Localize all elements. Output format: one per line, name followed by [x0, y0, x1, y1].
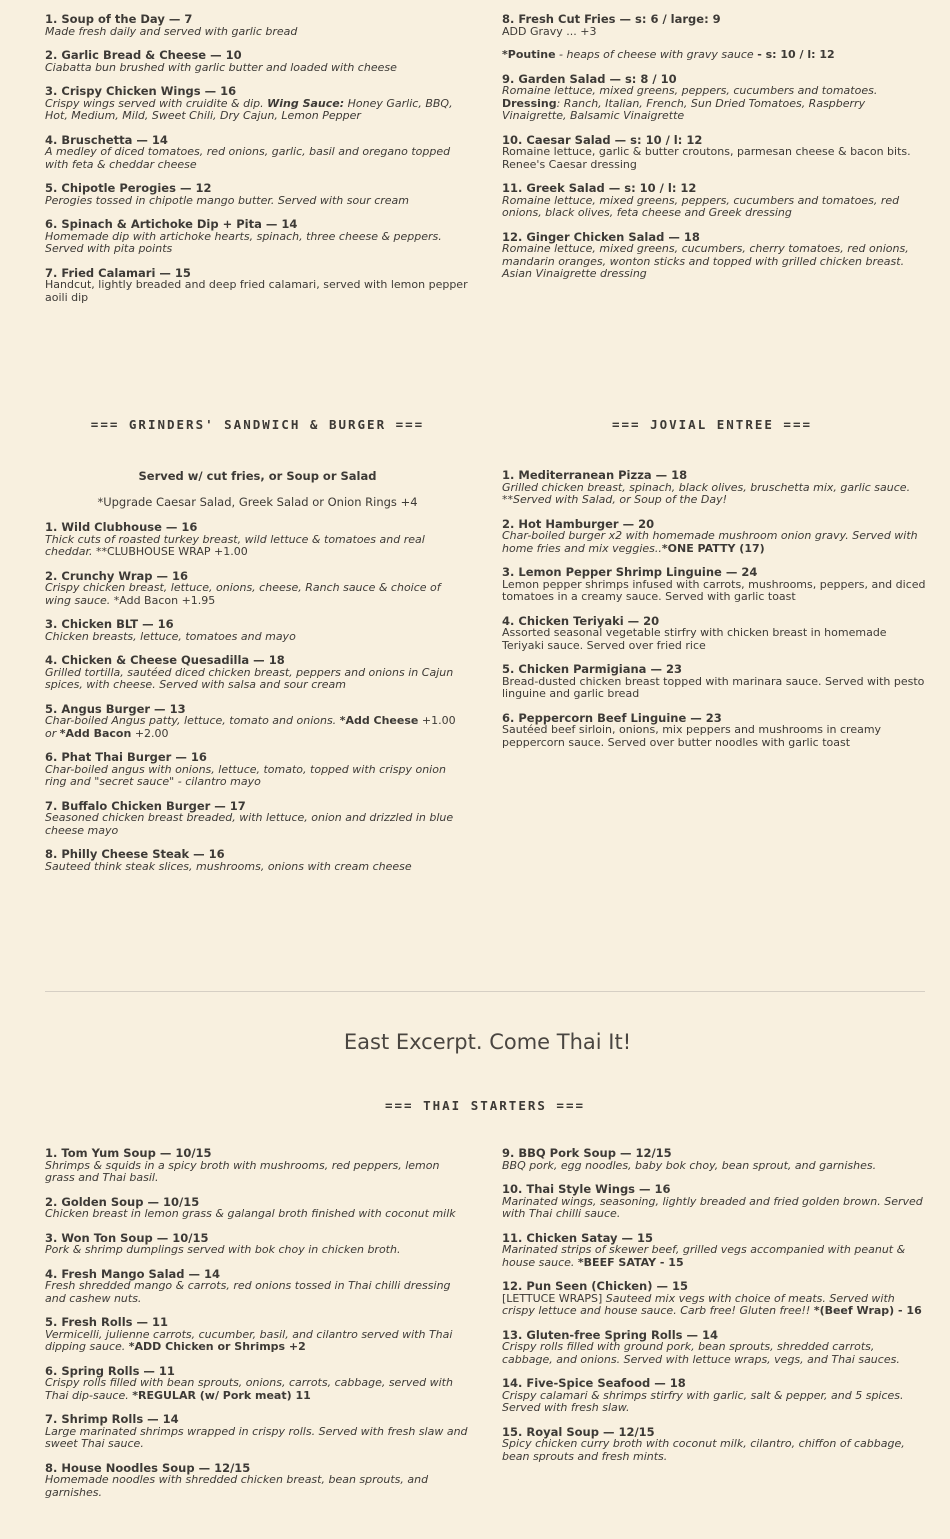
menu-item-description: Vermicelli, julienne carrots, cucumber, basil, and cilantro served with Thai dipping sauce. *ADD Chicken or Shrimps +2	[45, 1327, 453, 1353]
menu-item-description: Bread-dusted chicken breast topped with marinara sauce. Served with pesto linguine and garlic bread	[502, 674, 925, 700]
menu-item-title: 15. Royal Soup — 12/15	[502, 1424, 655, 1439]
menu-item-title: 9. Garden Salad — s: 8 / 10	[502, 71, 677, 86]
menu-item-description: Grilled chicken breast, spinach, black olives, bruschetta mix, garlic sauce. **Served with Salad, or Soup of the Day!	[502, 480, 911, 506]
menu-item-title: 11. Greek Salad — s: 10 / l: 12	[502, 181, 697, 195]
menu-item	[502, 566, 927, 604]
menu-item	[502, 49, 927, 62]
menu-item	[45, 1268, 470, 1306]
menu-item	[502, 1280, 927, 1318]
menu-item-description: Sauteed think steak slices, mushrooms, onions with cream cheese	[45, 859, 412, 873]
menu-item	[45, 1413, 470, 1451]
menu-item-description: Crispy rolls filled with bean sprouts, onions, carrots, cabbage, served with Thai dip-sauce. *REGULAR (w/ Pork meat) 11	[45, 1376, 453, 1402]
menu-item-description: Romaine lettuce, mixed greens, peppers, cucumbers and tomatoes, red onions, black olives, feta cheese and Greek dressing	[502, 193, 900, 219]
menu-item	[45, 1147, 470, 1185]
menu-item-description: Large marinated shrimps wrapped in crispy rolls. Served with fresh slaw and sweet Thai sauce.	[45, 1424, 468, 1450]
menu-item-title: 5. Fresh Rolls — 11	[45, 1315, 168, 1329]
menu-item	[45, 267, 470, 305]
menu-item	[502, 73, 927, 123]
menu-item-title: 11. Chicken Satay — 15	[502, 1230, 654, 1245]
menu-item	[45, 800, 470, 838]
menu-item-title: 2. Garlic Bread & Cheese — 10	[45, 48, 242, 62]
menu-item-description: ADD Gravy ... +3	[502, 24, 597, 38]
menu-item	[502, 13, 927, 38]
menu-item-title: 8. Fresh Cut Fries — s: 6 / large: 9	[502, 12, 721, 26]
menu-item-title: 1. Tom Yum Soup — 10/15	[45, 1146, 212, 1160]
menu-item-description: Pork & shrimp dumplings served with bok choy in chicken broth.	[45, 1243, 401, 1256]
menu-item	[45, 1462, 470, 1500]
menu-item	[45, 1196, 470, 1221]
menu-item-description: A medley of diced tomatoes, red onions, garlic, basil and oregano topped with feta & cheddar cheese	[45, 145, 451, 171]
menu-item-title: 4. Chicken Teriyaki — 20	[502, 613, 660, 628]
menu-item	[502, 1329, 927, 1367]
menu-item-description: Romaine lettuce, mixed greens, peppers, cucumbers and tomatoes. Dressing: Ranch, Italian, French, Sun Dried Tomatoes, Raspberry Vinaigrette, Balsamic Vinaigrette	[502, 84, 878, 122]
menu-item-description: Char-boiled angus with onions, lettuce, tomato, topped with crispy onion ring and "secret sauce" - cilantro mayo	[45, 762, 446, 788]
menu-item	[45, 848, 470, 873]
menu-item-description: Perogies tossed in chipotle mango butter. Served with sour cream	[45, 193, 409, 207]
menu-item	[45, 654, 470, 692]
menu-item-description: Crispy wings served with cruidite & dip. Wing Sauce: Honey Garlic, BBQ, Hot, Medium, Mild, Sweet Chili, Dry Cajun, Lemon Pepper	[45, 96, 453, 122]
menu-item	[45, 1232, 470, 1257]
menu-item-title: 12. Ginger Chicken Salad — 18	[502, 229, 700, 244]
menu-item	[502, 1426, 927, 1464]
sandwich-heading: === GRINDERS' SANDWICH & BURGER ===	[90, 417, 425, 432]
section-divider	[45, 991, 925, 992]
menu-item-title: 5. Chipotle Perogies — 12	[45, 181, 212, 195]
entree-column	[502, 469, 927, 760]
menu-item-description: [LETTUCE WRAPS] Sauteed mix vegs with choice of meats. Served with crispy lettuce and house sauce. Carb free! Gluten free!! *(Beef Wrap) - 16	[502, 1291, 922, 1317]
menu-item	[502, 663, 927, 701]
menu-item	[45, 570, 470, 608]
menu-item-title: 2. Hot Hamburger — 20	[502, 516, 655, 531]
menu-item-description: Seasoned chicken breast breaded, with lettuce, onion and drizzled in blue cheese mayo	[45, 811, 454, 837]
menu-item	[502, 1377, 927, 1415]
menu-item-title: 6. Phat Thai Burger — 16	[45, 750, 207, 764]
menu-item-description: Thick cuts of roasted turkey breast, wild lettuce & tomatoes and real cheddar. **CLUBHOUSE WRAP +1.00	[45, 532, 425, 558]
menu-item-description: Crispy chicken breast, lettuce, onions, cheese, Ranch sauce & choice of wing sauce. *Add Bacon +1.95	[45, 581, 441, 607]
menu-item-title: 7. Fried Calamari — 15	[45, 265, 191, 280]
menu-item-title: 14. Five-Spice Seafood — 18	[502, 1376, 686, 1390]
menu-item-description: Assorted seasonal vegetable stirfry with chicken breast in homemade Teriyaki sauce. Served over fried rice	[502, 626, 887, 652]
menu-item	[45, 1316, 470, 1354]
menu-item	[502, 469, 927, 507]
menu-item-title: 4. Fresh Mango Salad — 14	[45, 1266, 221, 1281]
thai-right-column	[502, 1147, 927, 1474]
menu-item-description: *Poutine - heaps of cheese with gravy sauce - s: 10 / l: 12	[502, 48, 835, 61]
menu-item-title: 7. Shrimp Rolls — 14	[45, 1412, 179, 1426]
menu-item-title: 10. Thai Style Wings — 16	[502, 1182, 671, 1196]
menu-item-title: 4. Chicken & Cheese Quesadilla — 18	[45, 653, 285, 667]
menu-item	[45, 751, 470, 789]
appetizers-right-column	[502, 13, 927, 292]
menu-item-description: Marinated wings, seasoning, lightly breaded and fried golden brown. Served with Thai chilli sauce.	[502, 1194, 923, 1220]
menu-item-title: 12. Pun Seen (Chicken) — 15	[502, 1279, 688, 1293]
menu-item-title: 7. Buffalo Chicken Burger — 17	[45, 798, 246, 813]
menu-item-title: 2. Golden Soup — 10/15	[45, 1194, 200, 1209]
menu-item-title: 3. Lemon Pepper Shrimp Linguine — 24	[502, 565, 758, 579]
menu-item-description: BBQ pork, egg noodles, baby bok choy, bean sprout, and garnishes.	[502, 1158, 877, 1172]
menu-item-title: 3. Won Ton Soup — 10/15	[45, 1230, 209, 1245]
entree-heading: === JOVIAL ENTREE ===	[611, 417, 813, 432]
menu-item-description: Shrimps & squids in a spicy broth with mushrooms, red peppers, lemon grass and Thai basil.	[45, 1158, 440, 1184]
menu-item-title: 4. Bruschetta — 14	[45, 132, 168, 147]
menu-item-title: 6. Peppercorn Beef Linguine — 23	[502, 710, 722, 725]
menu-item	[45, 13, 470, 38]
menu-item-description: Sautéed beef sirloin, onions, mix peppers and mushrooms in creamy peppercorn sauce. Served over butter noodles with garlic toast	[502, 723, 882, 749]
menu-item	[502, 712, 927, 750]
menu-item-title: 1. Soup of the Day — 7	[45, 12, 193, 26]
menu-item-description: Fresh shredded mango & carrots, red onions tossed in Thai chilli dressing and cashew nuts.	[45, 1279, 451, 1305]
sandwich-list	[45, 521, 470, 873]
menu-item	[502, 134, 927, 172]
menu-item	[45, 218, 470, 256]
upgrade-note: *Upgrade Caesar Salad, Greek Salad or Onion Rings +4	[97, 495, 418, 509]
menu-item	[502, 231, 927, 281]
menu-item-description: Homemade noodles with shredded chicken breast, bean sprouts, and garnishes.	[45, 1473, 429, 1499]
menu-item-title: 9. BBQ Pork Soup — 12/15	[502, 1146, 672, 1160]
menu-item-title: 10. Caesar Salad — s: 10 / l: 12	[502, 132, 703, 147]
menu-item	[502, 1183, 927, 1221]
appetizers-left-column	[45, 13, 470, 315]
menu-item-title: 8. Philly Cheese Steak — 16	[45, 847, 225, 861]
menu-item	[45, 49, 470, 74]
menu-item	[502, 1147, 927, 1172]
menu-item-description: Char-boiled burger x2 with homemade mushroom onion gravy. Served with home fries and mix veggies..*ONE PATTY (17)	[502, 529, 918, 555]
menu-item-description: Romaine lettuce, garlic & butter croutons, parmesan cheese & bacon bits. Renee's Caesar dressing	[502, 145, 911, 171]
menu-item	[45, 521, 470, 559]
menu-item	[45, 85, 470, 123]
menu-item-description: Grilled tortilla, sautéed diced chicken breast, peppers and onions in Cajun spices, with cheese. Served with salsa and sour cream	[45, 665, 454, 691]
menu-item-description: Ciabatta bun brushed with garlic butter and loaded with cheese	[45, 60, 397, 74]
menu-item	[45, 134, 470, 172]
menu-item-title: 8. House Noodles Soup — 12/15	[45, 1460, 251, 1475]
menu-item-description: Char-boiled Angus patty, lettuce, tomato and onions. *Add Cheese +1.00 or *Add Bacon +2.00	[45, 714, 456, 740]
menu-item	[502, 1232, 927, 1270]
menu-item-description: Crispy rolls filled with ground pork, bean sprouts, shredded carrots, cabbage, and onions. Served with lettuce wraps, vegs, and Thai sauces.	[502, 1340, 900, 1366]
thai-left-column	[45, 1147, 470, 1510]
menu-item-description: Crispy calamari & shrimps stirfry with garlic, salt & pepper, and 5 spices. Served with fresh slaw.	[502, 1388, 904, 1414]
menu-item-description: Chicken breast in lemon grass & galangal broth finished with coconut milk	[45, 1207, 456, 1220]
menu-item	[502, 615, 927, 653]
menu-item	[502, 182, 927, 220]
menu-item-title: 1. Wild Clubhouse — 16	[45, 520, 198, 534]
menu-item	[45, 618, 470, 643]
menu-item-description: Chicken breasts, lettuce, tomatoes and mayo	[45, 629, 296, 643]
menu-item-title: 5. Angus Burger — 13	[45, 701, 186, 716]
menu-item-title: 2. Crunchy Wrap — 16	[45, 568, 189, 583]
menu-item	[45, 1365, 470, 1403]
menu-item-description: Lemon pepper shrimps infused with carrots, mushrooms, peppers, and diced tomatoes in a creamy sauce. Served with garlic toast	[502, 577, 926, 603]
menu-item-title: 1. Mediterranean Pizza — 18	[502, 468, 688, 482]
menu-item-description: Handcut, lightly breaded and deep fried calamari, served with lemon pepper aoili dip	[45, 278, 468, 304]
menu-item-title: 5. Chicken Parmigiana — 23	[502, 662, 682, 676]
menu-item	[45, 182, 470, 207]
menu-item	[45, 703, 470, 741]
thai-section-title: East Excerpt. Come Thai It!	[343, 1030, 632, 1054]
menu-item-title: 6. Spring Rolls — 11	[45, 1363, 175, 1378]
menu-item-description: Made fresh daily and served with garlic bread	[45, 24, 298, 38]
menu-item	[502, 518, 927, 556]
menu-item-title: 13. Gluten-free Spring Rolls — 14	[502, 1327, 719, 1342]
menu-item-description: Spicy chicken curry broth with coconut milk, cilantro, chiffon of cabbage, bean sprouts and fresh mints.	[502, 1437, 905, 1463]
menu-item-description: Homemade dip with artichoke hearts, spinach, three cheese & peppers. Served with pita points	[45, 229, 442, 255]
menu-item-title: 3. Crispy Chicken Wings — 16	[45, 84, 237, 98]
thai-starters-heading: === THAI STARTERS ===	[384, 1098, 586, 1113]
menu-item-title: 6. Spinach & Artichoke Dip + Pita — 14	[45, 217, 298, 231]
menu-item-description: Romaine lettuce, mixed greens, cucumbers, cherry tomatoes, red onions, mandarin oranges, wonton sticks and topped with grilled chicken breast. Asian Vinaigrette dressing	[502, 242, 909, 280]
served-with-note: Served w/ cut fries, or Soup or Salad	[138, 469, 377, 483]
sandwich-column	[45, 469, 470, 884]
menu-item-title: 3. Chicken BLT — 16	[45, 617, 174, 631]
menu-item-description: Marinated strips of skewer beef, grilled vegs accompanied with peanut & house sauce. *BEEF SATAY - 15	[502, 1243, 906, 1269]
